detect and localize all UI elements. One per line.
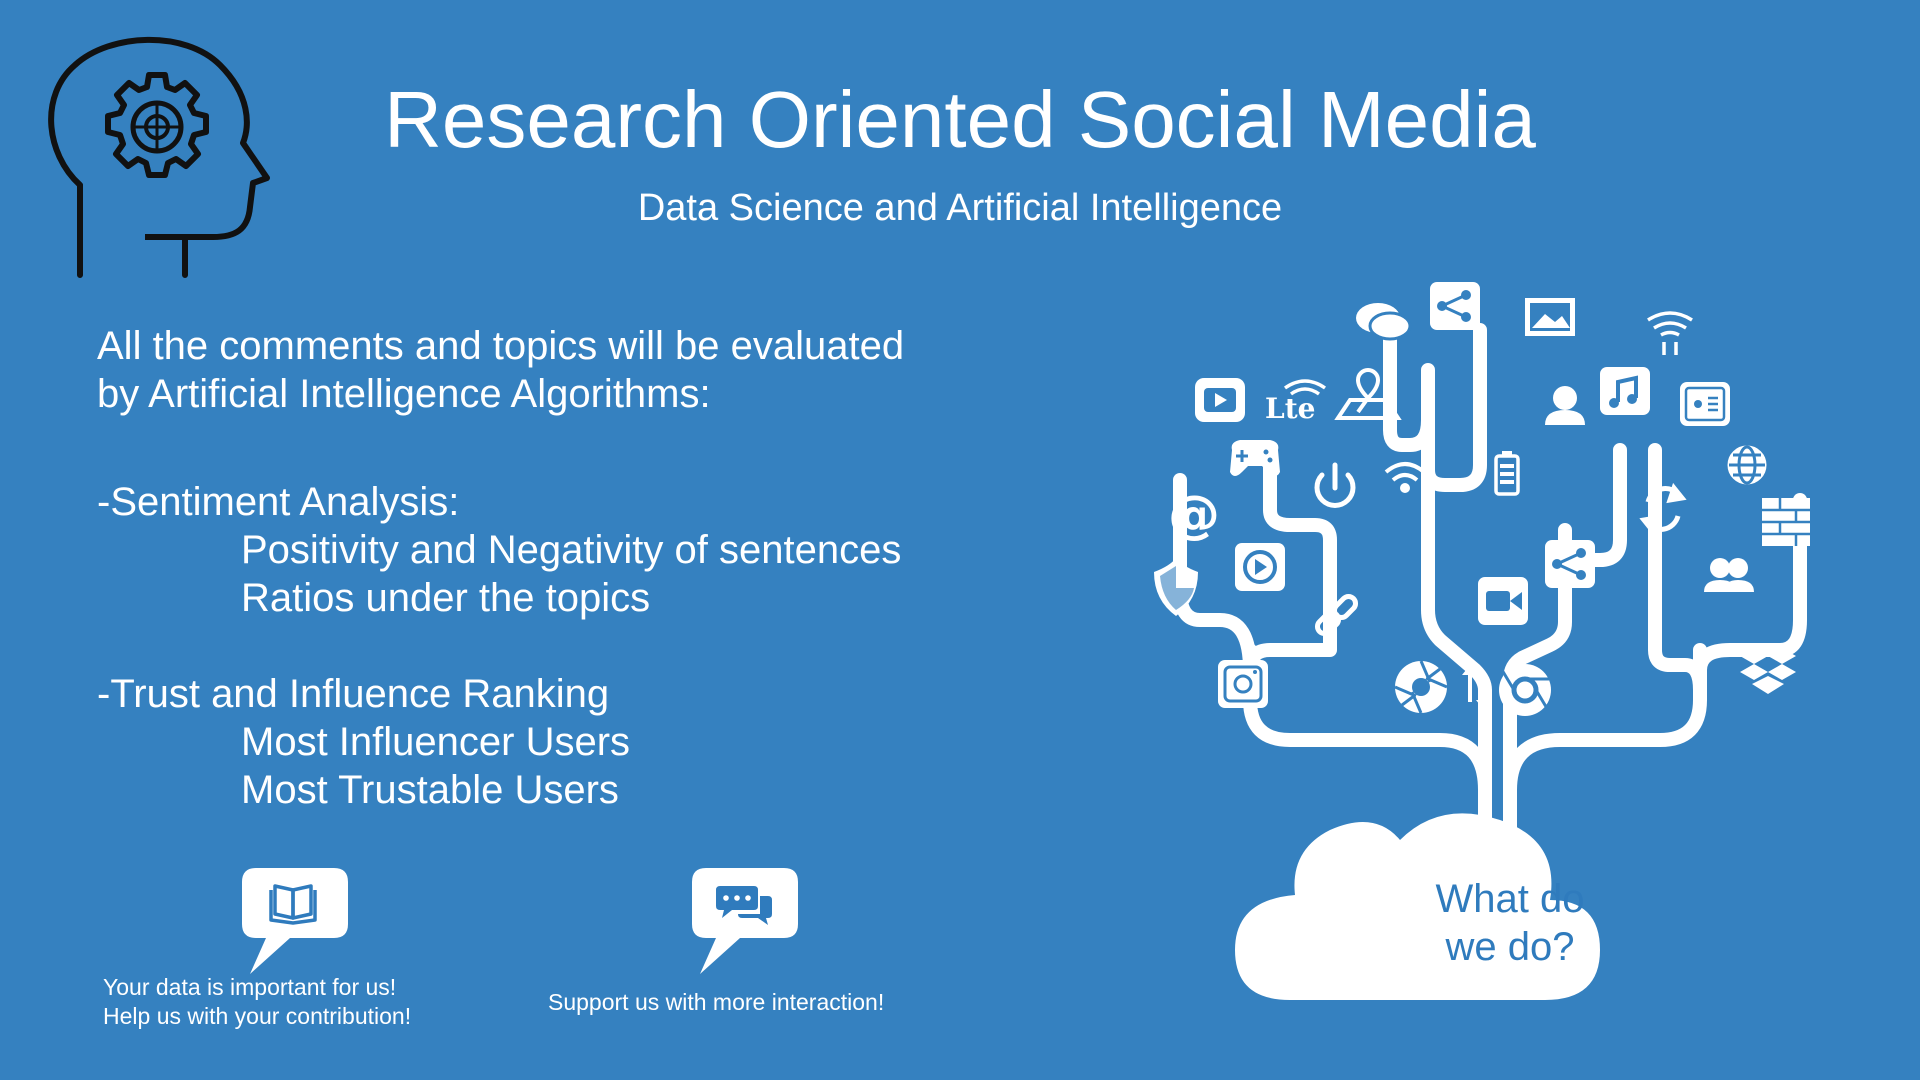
gamepad-icon (1230, 440, 1280, 476)
globe-icon (1729, 447, 1765, 483)
safe-icon (1680, 382, 1730, 426)
wifi-icon (1386, 464, 1424, 491)
callout-caption-line: Your data is important for us! (103, 974, 397, 1000)
list-item: Most Influencer Users (241, 720, 631, 764)
cloud-line-2: we do? (1445, 925, 1575, 969)
callout-caption-line: Support us with more interaction! (548, 989, 885, 1015)
speech-bubbles-icon (1356, 303, 1410, 339)
user-icon (1545, 386, 1585, 425)
list-item: Most Trustable Users (241, 768, 619, 812)
battery-icon (1496, 451, 1518, 494)
video-camera-icon (1478, 577, 1528, 625)
power-icon (1317, 465, 1353, 505)
music-note-icon (1600, 367, 1650, 415)
list-item: Ratios under the topics (241, 576, 651, 620)
cloud-question (1410, 875, 1610, 971)
chat-callout[interactable] (690, 868, 798, 976)
chrome-icon (1499, 664, 1551, 716)
page-title: Research Oriented Social Media (384, 75, 1536, 164)
intro-line-2: by Artificial Intelligence Algorithms: (97, 372, 711, 416)
image-icon (1525, 298, 1575, 336)
share-icon (1430, 282, 1480, 330)
wifi-upload-icon (1648, 313, 1692, 355)
lte-label: Lte (1265, 392, 1316, 425)
callout-caption-line: Help us with your contribution! (103, 1003, 412, 1029)
shield-icon (1154, 558, 1198, 616)
share-icon-2 (1545, 540, 1595, 588)
users-icon (1704, 558, 1754, 592)
list-item: Positivity and Negativity of sentences (241, 528, 902, 572)
gear-icon (108, 75, 206, 175)
camera-shutter-icon (1395, 661, 1447, 713)
book-callout[interactable] (240, 868, 348, 976)
instagram-icon (1218, 660, 1268, 708)
head-gear-logo (35, 25, 280, 285)
section-heading-sentiment: -Sentiment Analysis: (97, 480, 460, 524)
page-subtitle: Data Science and Artificial Intelligence (637, 187, 1283, 229)
play-icon (1235, 543, 1285, 591)
brick-wall-icon (1762, 498, 1810, 546)
lte-wifi-icon (1265, 381, 1325, 425)
cloud-line-1: What do (1435, 877, 1585, 921)
intro-line-1: All the comments and topics will be evaluated (97, 324, 905, 368)
at-sign-icon: @ (1168, 485, 1220, 545)
section-heading-trust: -Trust and Influence Ranking (97, 672, 610, 716)
youtube-icon (1195, 378, 1245, 422)
